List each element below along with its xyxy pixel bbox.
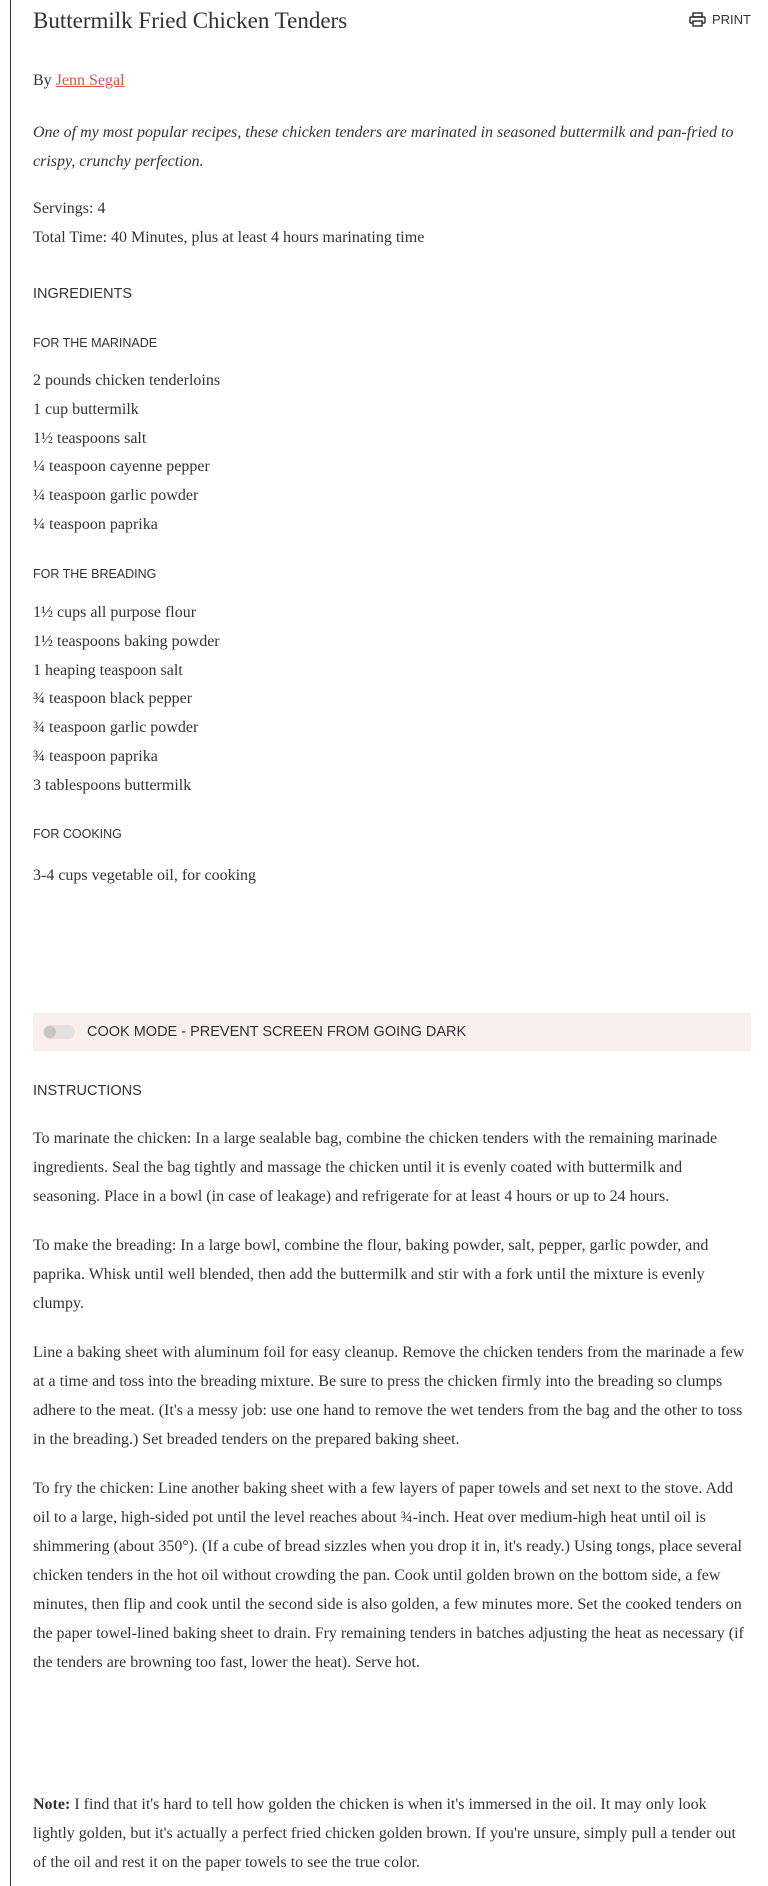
cook-mode-label: COOK MODE - PREVENT SCREEN FROM GOING DARK <box>87 1024 467 1040</box>
ingredient-item: 3 tablespoons buttermilk <box>33 776 192 794</box>
ingredient-group-title: FOR COOKING <box>33 827 122 841</box>
instruction-step: Line a baking sheet with aluminum foil for easy cleanup. Remove the chicken tenders from the marinade a few at a time and toss into the breading mixture. Be sure to press the chicken firmly into the breading so clumps adhere to the meat. (It's a messy job: use one hand to remove the wet tenders from the bag and the other to toss in the breading.) Set breaded tenders on the prepared baking sheet. <box>33 1344 745 1448</box>
cook-mode-bar <box>33 1013 751 1051</box>
ingredients-heading: INGREDIENTS <box>33 286 133 302</box>
byline <box>33 72 125 90</box>
ingredient-item: ¼ teaspoon cayenne pepper <box>33 458 210 476</box>
ingredient-group-title: FOR THE BREADING <box>33 567 157 581</box>
cook-mode-toggle[interactable] <box>43 1025 75 1039</box>
ingredient-item: ¼ teaspoon paprika <box>33 515 158 533</box>
note-label: Note: <box>33 1796 71 1813</box>
ingredient-list-breading <box>33 599 220 801</box>
ingredient-item: ¾ teaspoon black pepper <box>33 690 193 708</box>
print-button[interactable] <box>689 12 751 27</box>
servings: Servings: 4 <box>33 200 106 217</box>
note-text: I find that it's hard to tell how golden the chicken is when it's immersed in the oil. It may only look lightly golden, but it's actually a perfect fried chicken golden brown. If you're unsure, simply pull a tender out of the oil and rest it on the paper towels to see the true color. <box>33 1796 736 1871</box>
ingredient-list-cooking <box>33 862 256 891</box>
ingredient-item: 3-4 cups vegetable oil, for cooking <box>33 867 257 884</box>
byline-prefix: By <box>33 72 52 89</box>
print-label: PRINT <box>712 12 751 27</box>
printer-icon <box>689 12 706 27</box>
instruction-step: To marinate the chicken: In a large sealable bag, combine the chicken tenders with the remaining marinade ingredients. Seal the bag tightly and massage the chicken until it is evenly coated with buttermilk and seasoning. Place in a bowl (in case of leakage) and refrigerate for at least 4 hours or up to 24 hours. <box>33 1130 718 1205</box>
instruction-step: To make the breading: In a large bowl, combine the flour, baking powder, salt, pepper, garlic powder, and paprika. Whisk until well blended, then add the buttermilk and stir with a fork until the mixture is evenly clumpy. <box>33 1237 709 1312</box>
toggle-knob <box>44 1026 56 1038</box>
ingredient-item: 1 cup buttermilk <box>33 400 139 418</box>
recipe-summary: One of my most popular recipes, these chicken tenders are marinated in seasoned buttermilk and pan-fried to crispy, crunchy perfection. <box>33 124 734 170</box>
ingredient-item: 1½ teaspoons baking powder <box>33 632 220 650</box>
instruction-step: To fry the chicken: Line another baking sheet with a few layers of paper towels and set next to the stove. Add oil to a large, high-sided pot until the level reaches about ¾-inch. Heat over medium-high heat until oil is shimmering (about 350°). (If a cube of bread sizzles when you drop it in, it's ready.) Using tongs, place several chicken tenders in the hot oil without crowding the pan. Cook until golden brown on the bottom side, a few minutes, then flip and cook until the second side is also golden, a few minutes more. Set the cooked tenders on the paper towel-lined baking sheet to drain. Fry remaining tenders in batches adjusting the heat as necessary (if the tenders are browning too fast, lower the heat). Serve hot. <box>33 1480 744 1671</box>
left-border-line <box>10 0 11 1886</box>
ingredient-item: 1½ cups all purpose flour <box>33 604 197 621</box>
recipe-title: Buttermilk Fried Chicken Tenders <box>33 8 348 33</box>
instruction-steps <box>33 1124 751 1697</box>
ingredient-item: 1 heaping teaspoon salt <box>33 661 183 679</box>
instructions-heading: INSTRUCTIONS <box>33 1083 142 1099</box>
ingredient-list-marinade <box>33 367 220 540</box>
ingredient-item: 1½ teaspoons salt <box>33 429 147 447</box>
ingredient-item: ¾ teaspoon garlic powder <box>33 719 199 737</box>
ingredient-item: ¾ teaspoon paprika <box>33 747 158 765</box>
recipe-note <box>33 1790 751 1877</box>
ingredient-item: 2 pounds chicken tenderloins <box>33 372 221 389</box>
total-time: Total Time: 40 Minutes, plus at least 4 hours marinating time <box>33 229 425 246</box>
ingredient-item: ¼ teaspoon garlic powder <box>33 487 199 505</box>
author-link[interactable]: Jenn Segal <box>55 72 125 89</box>
ingredient-group-title: FOR THE MARINADE <box>33 336 158 350</box>
